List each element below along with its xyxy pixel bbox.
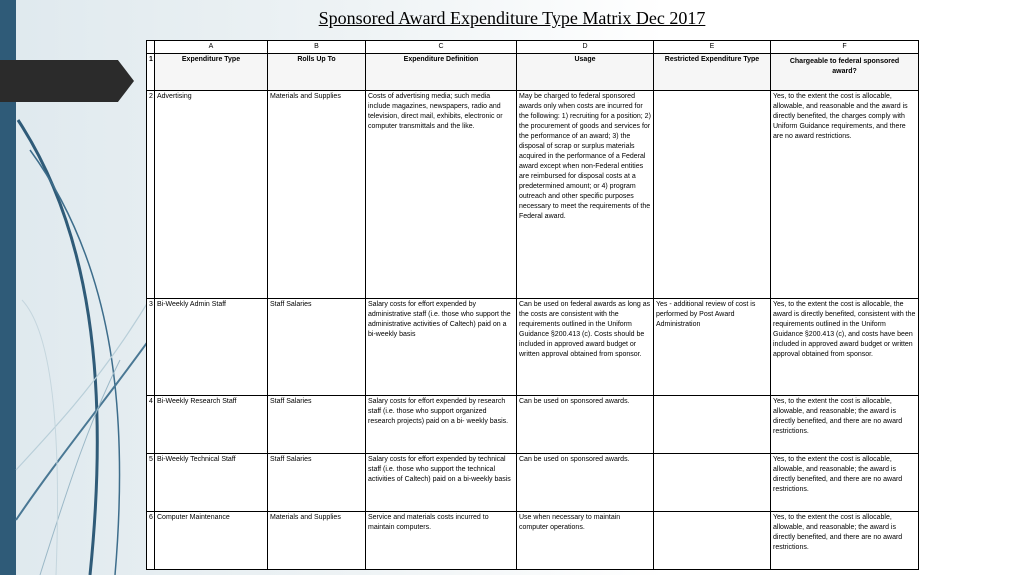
cell-expenditure-type: Computer Maintenance: [155, 512, 268, 570]
column-letter-e: E: [654, 41, 771, 54]
cell-definition: Costs of advertising media; such media include magazines, newspapers, radio and television, direct mail, exhibits, electronic or computer transmittals and the like.: [366, 91, 517, 299]
cell-rolls-up-to: Materials and Supplies: [268, 512, 366, 570]
cell-chargeable: Yes, to the extent the cost is allocable, allowable, and reasonable; the award is directly benefited, and there are no award restrictions.: [771, 512, 919, 570]
header-usage: Usage: [517, 54, 654, 91]
column-letter-a: A: [155, 41, 268, 54]
cell-restricted: [654, 91, 771, 299]
row-number: 3: [147, 299, 155, 396]
expenditure-matrix-table: [146, 40, 919, 570]
column-letter-row: [147, 41, 919, 54]
column-letter-f: F: [771, 41, 919, 54]
header-restricted-expenditure-type: Restricted Expenditure Type: [654, 54, 771, 91]
cell-restricted: Yes - additional review of cost is performed by Post Award Administration: [654, 299, 771, 396]
cell-restricted: [654, 512, 771, 570]
cell-expenditure-type: Bi-Weekly Research Staff: [155, 396, 268, 454]
table-row: [147, 454, 919, 512]
row-number: 1: [147, 54, 155, 91]
cell-usage: Can be used on sponsored awards.: [517, 454, 654, 512]
cell-definition: Salary costs for effort expended by administrative staff (i.e. those who support the administrative activities of Caltech) paid on a bi-weekly basis: [366, 299, 517, 396]
header-expenditure-type: Expenditure Type: [155, 54, 268, 91]
cell-expenditure-type: Bi-Weekly Technical Staff: [155, 454, 268, 512]
cell-rolls-up-to: Staff Salaries: [268, 299, 366, 396]
column-letter-c: C: [366, 41, 517, 54]
cell-usage: Can be used on sponsored awards.: [517, 396, 654, 454]
header-expenditure-definition: Expenditure Definition: [366, 54, 517, 91]
row-number: 6: [147, 512, 155, 570]
cell-usage: Use when necessary to maintain computer operations.: [517, 512, 654, 570]
cell-chargeable: Yes, to the extent the cost is allocable, allowable, and reasonable and the award is directly benefited, the charges comply with Uniform Guidance requirements, and there are no award restrictions.: [771, 91, 919, 299]
cell-chargeable: Yes, to the extent the cost is allocable, allowable, and reasonable; the award is directly benefited, and there are no award restrictions.: [771, 454, 919, 512]
header-row: [147, 54, 919, 91]
header-rolls-up-to: Rolls Up To: [268, 54, 366, 91]
page-title: Sponsored Award Expenditure Type Matrix Dec 2017: [318, 8, 706, 28]
table-row: [147, 299, 919, 396]
table-row: [147, 396, 919, 454]
cell-rolls-up-to: Staff Salaries: [268, 396, 366, 454]
cell-chargeable: Yes, to the extent the cost is allocable, the award is directly benefited, consistent with the requirements outlined in the Uniform Guidance §200.413 (c), and costs have been included in approved award budget or written approval obtained from sponsor.: [771, 299, 919, 396]
column-letter-d: D: [517, 41, 654, 54]
cell-rolls-up-to: Staff Salaries: [268, 454, 366, 512]
corner-cell: [147, 41, 155, 54]
row-number: 5: [147, 454, 155, 512]
table-row: [147, 91, 919, 299]
cell-usage: May be charged to federal sponsored awards only when costs are incurred for the following: 1) recruiting for a position; 2) the procurement of goods and services for the performance of an award; 3) the disposal of scrap or surplus materials acquired in the performance of a Federal award except when non-Federal entities are reimbursed for disposal costs at a predetermined amount; or 4) program outreach and other specific purposes necessary to meet the requirements of the Federal award.: [517, 91, 654, 299]
cell-definition: Salary costs for effort expended by technical staff (i.e. those who support the technical activities of Caltech) paid on a bi-weekly basis: [366, 454, 517, 512]
arrow-banner: [0, 60, 134, 102]
cell-expenditure-type: Advertising: [155, 91, 268, 299]
cell-chargeable: Yes, to the extent the cost is allocable, allowable, and reasonable; the award is directly benefited, and there are no award restrictions.: [771, 396, 919, 454]
cell-usage: Can be used on federal awards as long as the costs are consistent with the requirements outlined in the Uniform Guidance §200.413 (c). Costs should be included in approved award budget or written approval obtained from sponsor.: [517, 299, 654, 396]
column-letter-b: B: [268, 41, 366, 54]
table-row: [147, 512, 919, 570]
header-chargeable: Chargeable to federal sponsored award?: [771, 54, 919, 91]
cell-definition: Service and materials costs incurred to maintain computers.: [366, 512, 517, 570]
row-number: 4: [147, 396, 155, 454]
cell-expenditure-type: Bi-Weekly Admin Staff: [155, 299, 268, 396]
row-number: 2: [147, 91, 155, 299]
cell-rolls-up-to: Materials and Supplies: [268, 91, 366, 299]
cell-restricted: [654, 454, 771, 512]
cell-definition: Salary costs for effort expended by research staff (i.e. those who support organized research projects) paid on a bi- weekly basis.: [366, 396, 517, 454]
cell-restricted: [654, 396, 771, 454]
